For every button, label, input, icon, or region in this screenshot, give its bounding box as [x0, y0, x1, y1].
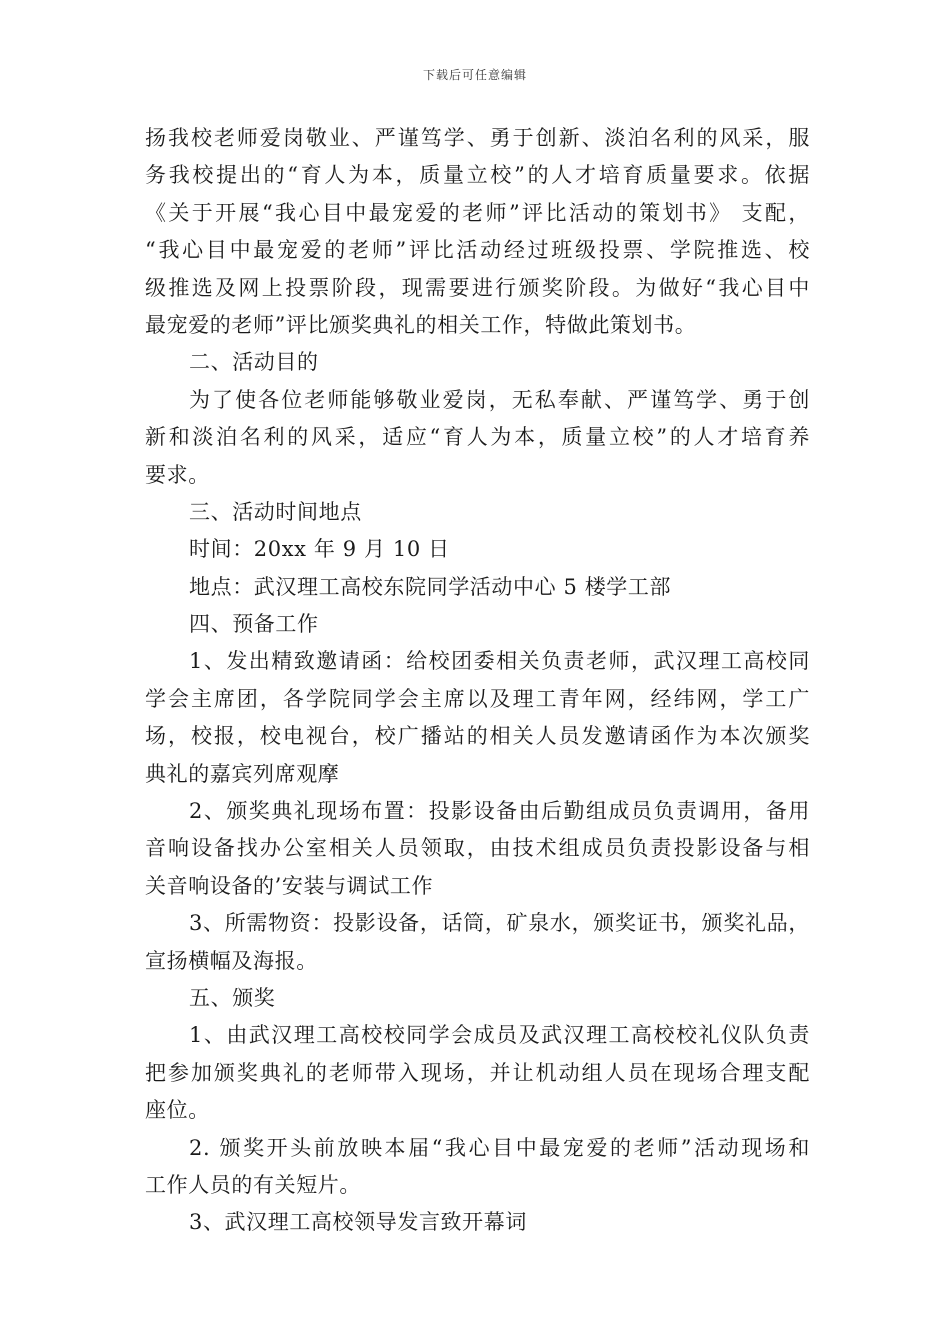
body-line: 工作人员的有关短片。 — [145, 1172, 361, 1197]
body-line: 学会主席团，各学院同学会主席以及理工青年网，经纬网，学工广 — [145, 686, 810, 711]
body-line: 务我校提出的“育人为本，质量立校”的人才培育质量要求。依据 — [145, 163, 810, 188]
body-line: 1、由武汉理工高校校同学会成员及武汉理工高校校礼仪队负责 — [189, 1023, 810, 1048]
event-time: 时间：20xx 年 9 月 10 日 — [189, 537, 450, 562]
body-line: 扬我校老师爱岗敬业、严谨笃学、勇于创新、淡泊名利的风采，服 — [145, 126, 810, 150]
body-line: 3、武汉理工高校领导发言致开幕词 — [189, 1210, 527, 1235]
section-heading: 四、预备工作 — [189, 612, 319, 637]
body-line: 要求。 — [145, 462, 210, 487]
body-line: 场，校报，校电视台，校广播站的相关人员发邀请函作为本次颁奖 — [145, 724, 810, 749]
section-heading: 三、活动时间地点 — [189, 499, 362, 524]
body-line: 新和淡泊名利的风采，适应“育人为本，质量立校”的人才培育养 — [145, 425, 810, 450]
section-heading: 五、颁奖 — [189, 985, 276, 1010]
body-line: “我心目中最宠爱的老师”评比活动经过班级投票、学院推选、校 — [145, 238, 810, 263]
body-line: 3、所需物资：投影设备，话筒，矿泉水，颁奖证书，颁奖礼品， — [189, 911, 810, 936]
body-line: 宣扬横幅及海报。 — [145, 948, 318, 973]
page-header-note: 下载后可任意编辑 — [422, 68, 527, 82]
body-line: 《关于开展“我心目中最宠爱的老师”评比活动的策划书》 支配， — [145, 200, 810, 225]
body-line: 2. 颁奖开头前放映本届“我心目中最宠爱的老师”活动现场和 — [189, 1135, 810, 1160]
body-line: 座位。 — [145, 1098, 210, 1123]
body-line: 关音响设备的’安装与调试工作 — [145, 873, 434, 898]
body-line: 把参加颁奖典礼的老师带入现场，并让机动组人员在现场合理支配 — [145, 1060, 810, 1085]
body-line: 典礼的嘉宾列席观摩 — [145, 761, 340, 786]
section-heading: 二、活动目的 — [189, 350, 319, 375]
body-line: 为了使各位老师能够敬业爱岗，无私奉献、严谨笃学、勇于创 — [189, 387, 810, 412]
body-line: 2、颁奖典礼现场布置：投影设备由后勤组成员负责调用，备用 — [189, 799, 810, 824]
event-location: 地点：武汉理工高校东院同学活动中心 5 楼学工部 — [189, 574, 672, 599]
document-body — [145, 120, 810, 1242]
body-line: 1、发出精致邀请函：给校团委相关负责老师，武汉理工高校同 — [189, 649, 810, 674]
body-line: 最宠爱的老师”评比颁奖典礼的相关工作，特做此策划书。 — [145, 312, 697, 337]
body-line: 音响设备找办公室相关人员领取，由技术组成员负责投影设备与相 — [145, 836, 810, 861]
body-line: 级推选及网上投票阶段，现需要进行颁奖阶段。为做好“我心目中 — [145, 275, 810, 300]
